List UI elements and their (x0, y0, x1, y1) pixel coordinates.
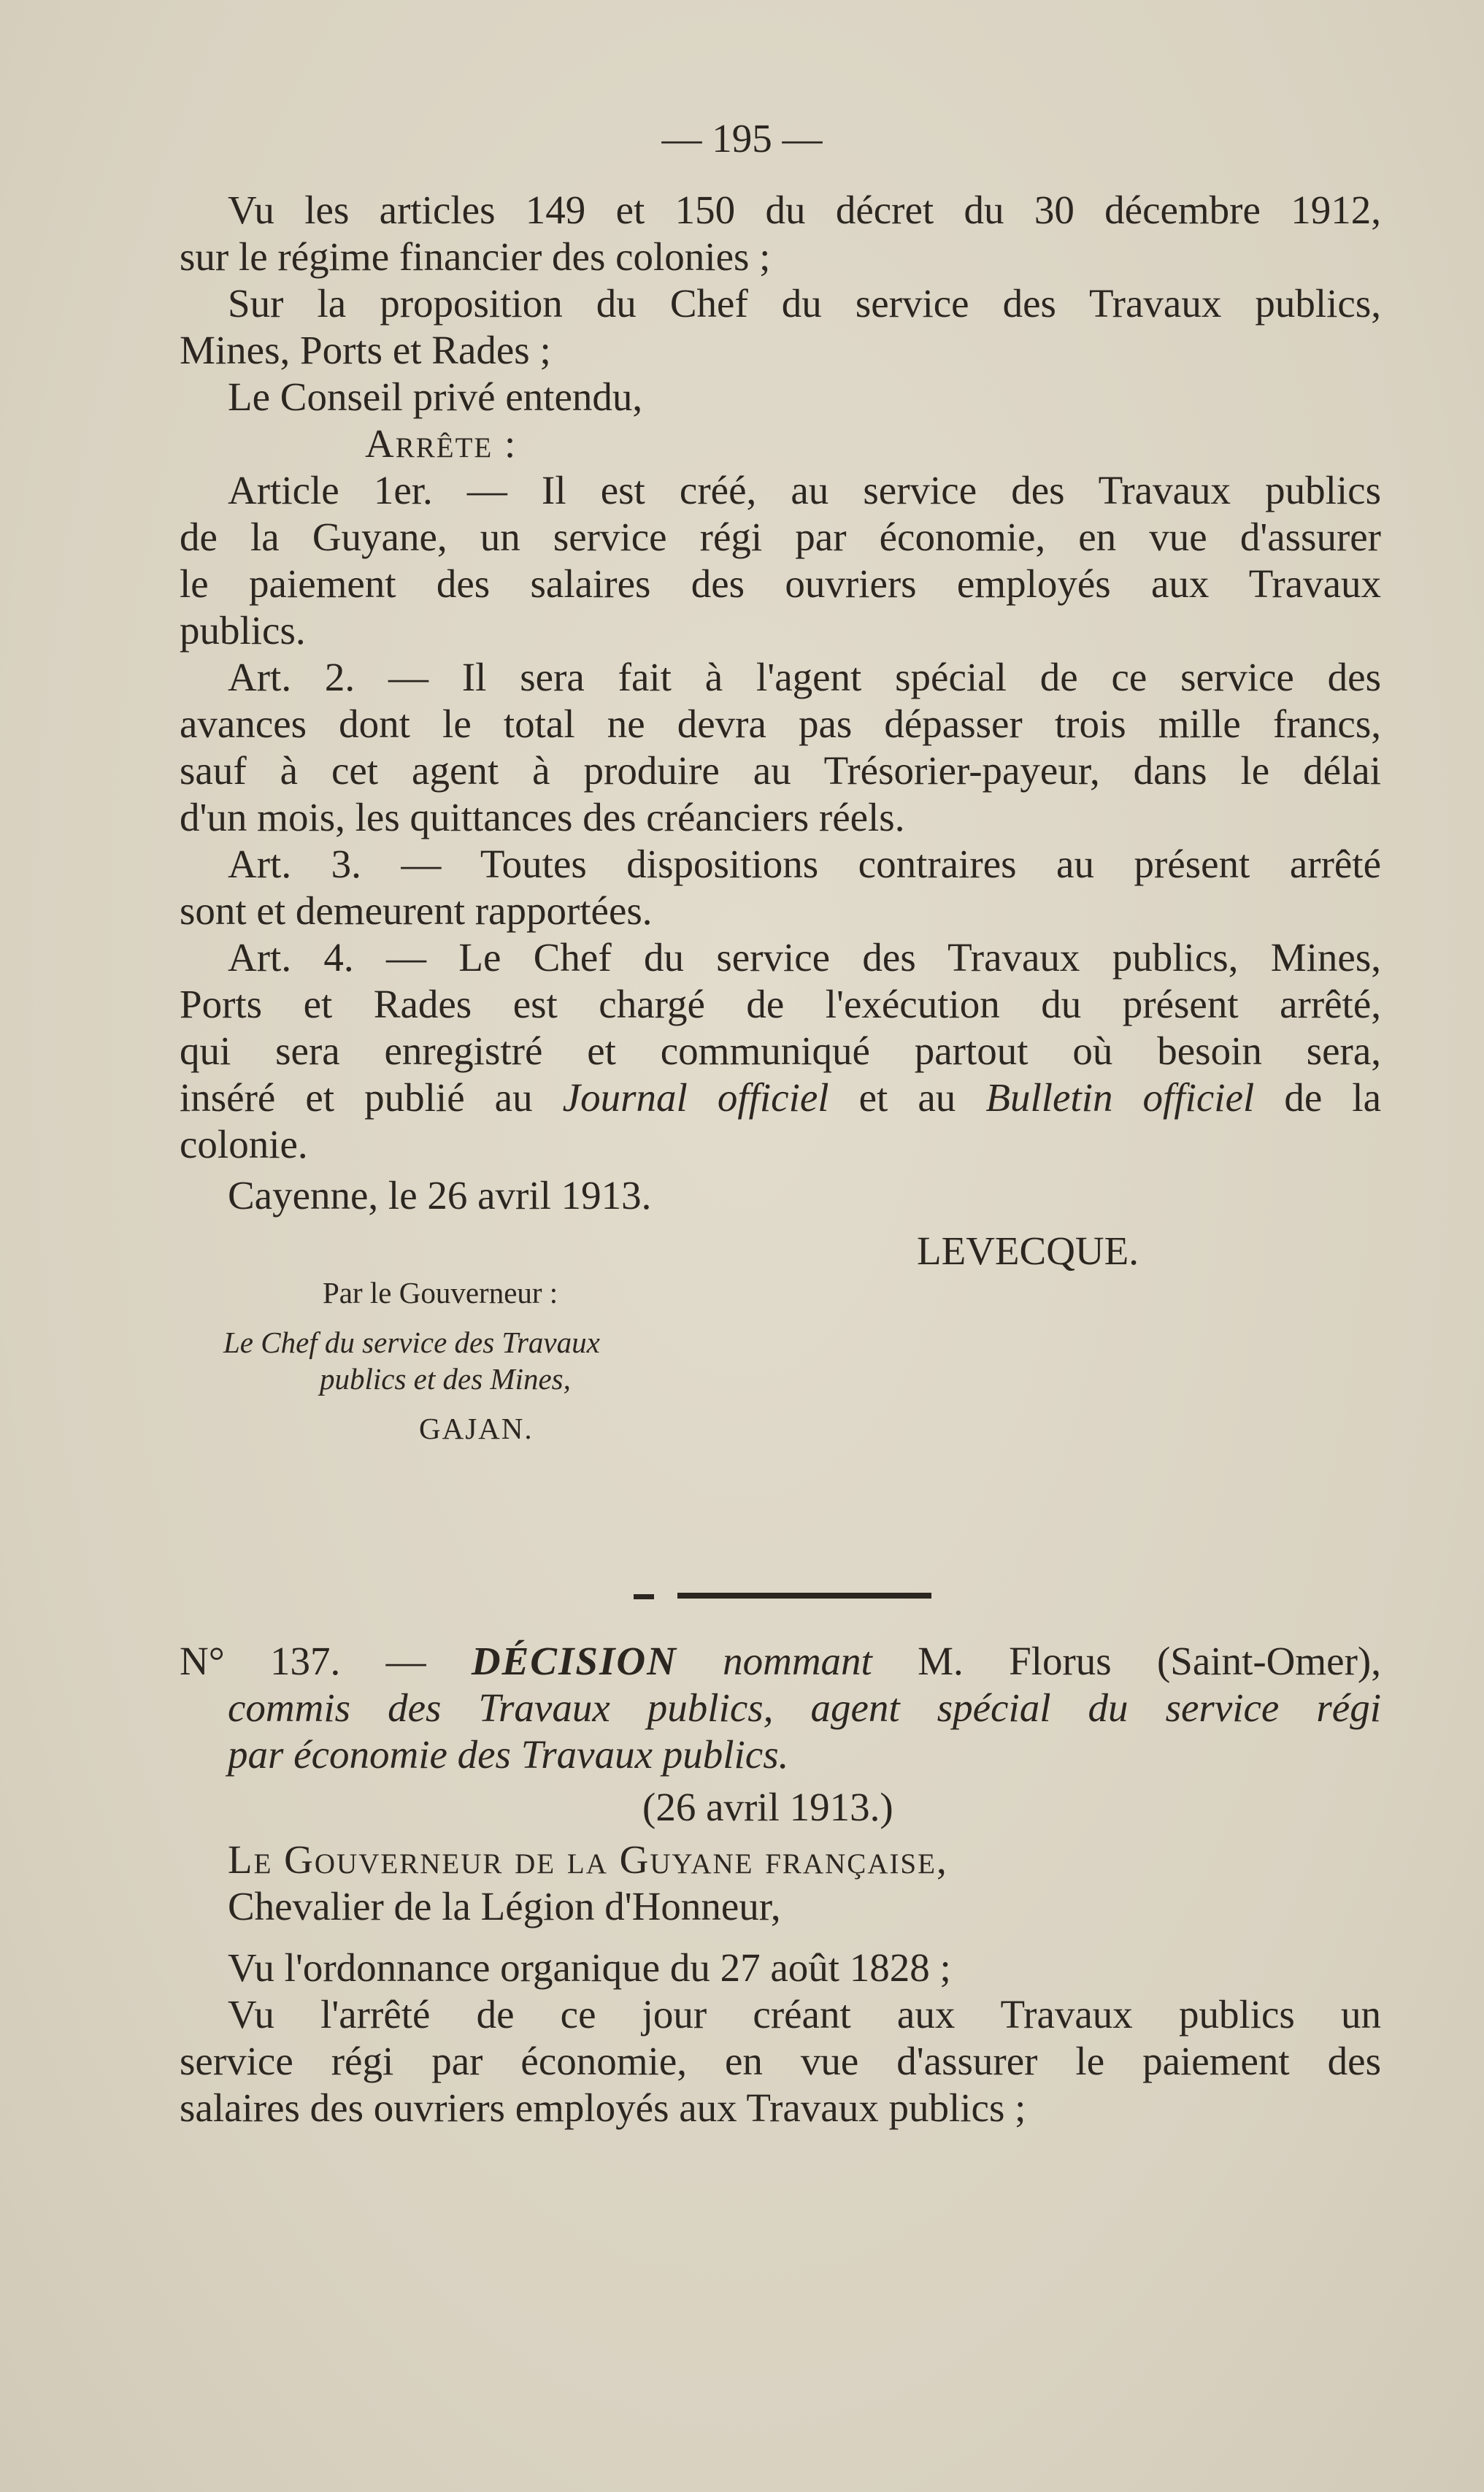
article-3-line: Art. 3. — Toutes dispositions contraires au présent arrêté (228, 842, 1381, 886)
chef-service-title: publics et des Mines, (320, 1362, 571, 1396)
signature: LEVECQUE. (917, 1228, 1139, 1273)
text-span: et au (828, 1075, 986, 1120)
article-4-line (180, 1074, 1381, 1121)
article-1-line: le paiement des salaires des ouvriers employés aux Travaux (180, 561, 1381, 606)
decision-date: (26 avril 1913.) (642, 1785, 893, 1829)
separator-rule (634, 1594, 654, 1599)
chevalier-line: Chevalier de la Légion d'Honneur, (228, 1884, 781, 1928)
decision-137 (180, 1638, 1381, 2131)
page-number: — 195 — (661, 116, 823, 161)
vu-line: salaires des ouvriers employés aux Travaux publics ; (180, 2085, 1026, 2130)
article-4-line: Ports et Rades est chargé de l'exécution du présent arrêté, (180, 982, 1381, 1026)
vu-line: Vu l'arrêté de ce jour créant aux Travaux publics un (228, 1992, 1381, 2037)
date-line: Cayenne, le 26 avril 1913. (228, 1173, 652, 1218)
decision-person: M. Florus (Saint-Omer), (918, 1639, 1381, 1683)
article-4-line: qui sera enregistré et communiqué partout où besoin sera, (180, 1028, 1381, 1073)
article-1-line: publics. (180, 608, 306, 653)
article-4-line: Art. 4. — Le Chef du service des Travaux publics, Mines, (228, 935, 1381, 980)
decree-body (180, 187, 1381, 1447)
text-line: Le Conseil privé entendu, (228, 374, 643, 419)
article-2-line: avances dont le total ne devra pas dépasser trois mille francs, (180, 701, 1381, 746)
arrete-heading: Arrête : (365, 421, 518, 466)
chef-service-title: Le Chef du service des Travaux (223, 1326, 600, 1359)
text-line: Vu les articles 149 et 150 du décret du 30 décembre 1912, (228, 188, 1381, 232)
decision-heading-line: par économie des Travaux publics. (228, 1732, 789, 1777)
article-4-line: colonie. (180, 1122, 308, 1166)
text-span: de la (1254, 1075, 1381, 1120)
decision-heading-line: commis des Travaux publics, agent spécial du service régi (228, 1685, 1381, 1730)
par-le-gouverneur: Par le Gouverneur : (323, 1276, 558, 1310)
article-1-line: Article 1er. — Il est créé, au service des Travaux publics (228, 468, 1381, 512)
article-1-line: de la Guyane, un service régi par économie, en vue d'assurer (180, 515, 1381, 559)
separator-rule (677, 1593, 931, 1599)
vu-line: Vu l'ordonnance organique du 27 août 1828 ; (228, 1945, 951, 1990)
decision-word: DÉCISION (471, 1639, 677, 1683)
text-line: Mines, Ports et Rades ; (180, 328, 551, 372)
article-2-line: Art. 2. — Il sera fait à l'agent spécial de ce service des (228, 655, 1381, 699)
text-span: inséré et publié au (180, 1075, 563, 1120)
journal-officiel-title: Journal officiel (562, 1075, 829, 1120)
article-3-line: sont et demeurent rapportées. (180, 888, 653, 933)
text-line: sur le régime financier des colonies ; (180, 234, 771, 279)
gouverneur-line: Le Gouverneur de la Guyane française, (228, 1837, 948, 1882)
article-2-line: sauf à cet agent à produire au Trésorier-payeur, dans le délai (180, 748, 1381, 793)
bulletin-officiel-title: Bulletin officiel (985, 1075, 1255, 1120)
decision-heading-line (180, 1638, 1381, 1685)
text-line: Sur la proposition du Chef du service des Travaux publics, (228, 281, 1381, 326)
text-span: nommant (677, 1639, 918, 1683)
vu-line: service régi par économie, en vue d'assurer le paiement des (180, 2039, 1381, 2083)
article-2-line: d'un mois, les quittances des créanciers réels. (180, 795, 905, 839)
decision-number: N° 137. — (180, 1639, 472, 1683)
chef-name: GAJAN. (419, 1412, 534, 1445)
